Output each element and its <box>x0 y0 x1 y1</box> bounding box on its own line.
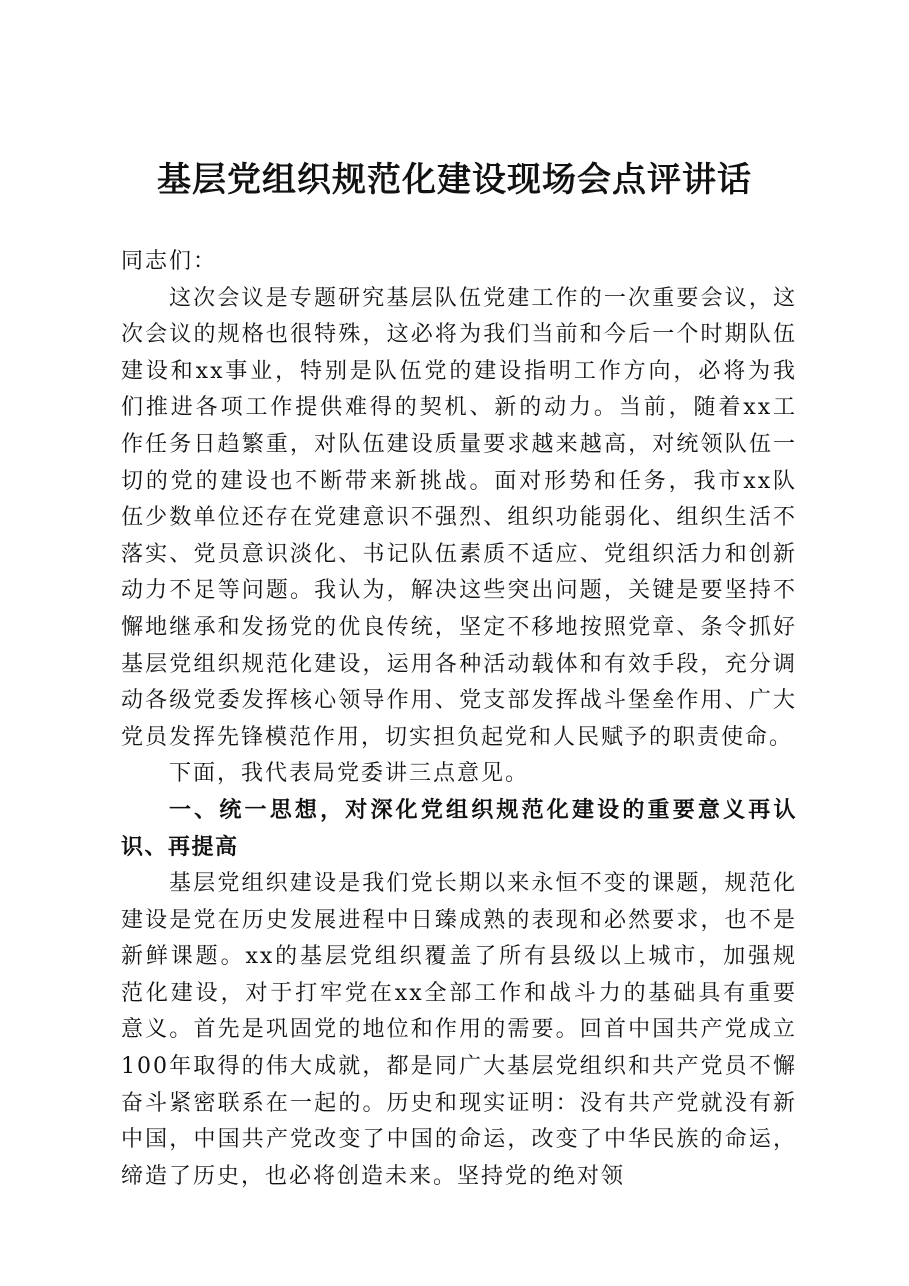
document-title: 基层党组织规范化建设现场会点评讲话 <box>157 160 752 200</box>
body-paragraph-section-1: 基层党组织建设是我们党长期以来永恒不变的课题，规范化建设是党在历史发展进程中日臻成熟的表现和必然要求，也不是新鲜课题。xx的基层党组织覆盖了所有县级以上城市，加强规范化建设，对于打牢党在xx全部工作和战斗力的基础具有重要意义。首先是巩固党的地位和作用的需要。回首中国共产党成立100年取得的伟大成就，都是同广大基层党组织和共产党员不懈奋斗紧密联系在一起的。历史和现实证明：没有共产党就没有新中国，中国共产党改变了中国的命运，改变了中华民族的命运，缔造了历史，也必将创造未来。坚持党的绝对领 <box>121 871 797 1189</box>
salutation: 同志们： <box>121 249 218 274</box>
section-heading-1: 一、统一思想，对深化党组织规范化建设的重要意义再认识、再提高 <box>121 797 797 860</box>
body-paragraph-intro: 这次会议是专题研究基层队伍党建工作的一次重要会议，这次会议的规格也很特殊，这必将为我们当前和今后一个时期队伍建设和xx事业，特别是队伍党的建设指明工作方向，必将为我们推进各项工作提供难得的契机、新的动力。当前，随着xx工作任务日趋繁重，对队伍建设质量要求越来越高，对统领队伍一切的党的建设也不断带来新挑战。面对形势和任务，我市xx队伍少数单位还存在党建意识不强烈、组织功能弱化、组织生活不落实、党员意识淡化、书记队伍素质不适应、党组织活力和创新动力不足等问题。我认为，解决这些突出问题，关键是要坚持不懈地继承和发扬党的优良传统，坚定不移地按照党章、条令抓好基层党组织规范化建设，运用各种活动载体和有效手段，充分调动各级党委发挥核心领导作用、党支部发挥战斗堡垒作用、广大党员发挥先锋模范作用，切实担负起党和人民赋予的职责使命。 <box>121 285 797 750</box>
body-paragraph-transition: 下面，我代表局党委讲三点意见。 <box>169 761 530 787</box>
document-body <box>121 244 797 1195</box>
